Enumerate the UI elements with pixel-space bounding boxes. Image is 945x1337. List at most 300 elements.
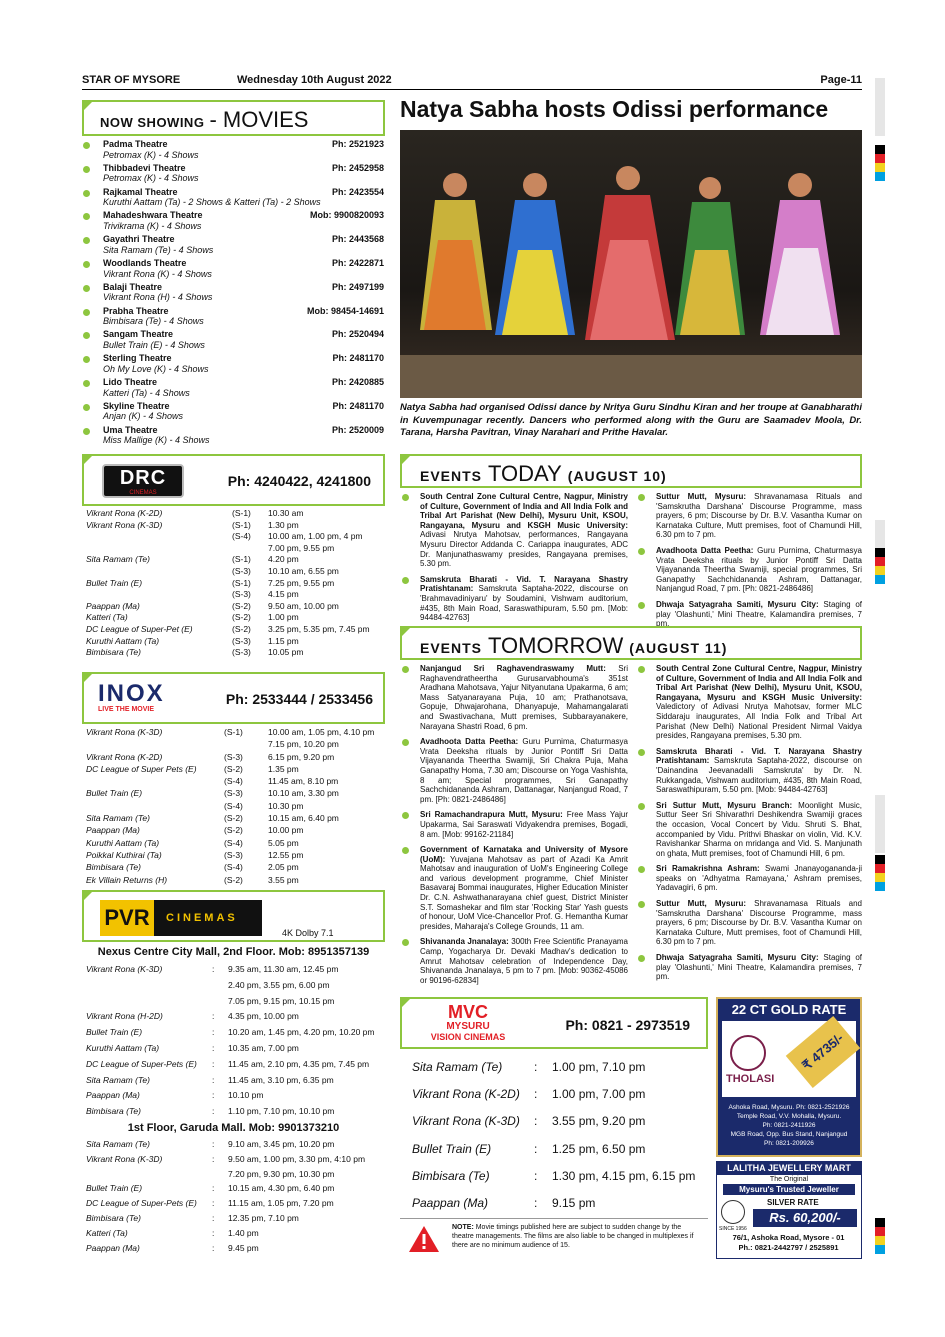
garuda-showtimes [86,1137,384,1255]
theatre-phone: Ph: 2443568 [331,234,384,245]
film-title: Sita Ramam (Te) [86,554,150,565]
drc-showtimes [86,508,384,659]
drc-logo: DRC CINEMAS [102,464,184,498]
events-label: EVENTS [420,640,483,656]
showtime-row [86,601,384,613]
showtime-row [86,800,384,812]
theatre-name: Balaji Theatre [103,281,163,292]
theatre-phone: Ph: 2420885 [331,376,384,387]
showtime-row [412,1108,708,1135]
bullet-icon [638,494,645,501]
film-title: Bullet Train (E) [86,1027,143,1038]
timings-note [400,1218,708,1258]
showtime-row [86,1041,384,1057]
film-title: Sita Ramam (Te) [412,1060,503,1074]
event-organizer: South Central Zone Cultural Centre, Nagpur, Ministry of Culture, Government of India and All India Folk and Tribal Art Parishat (New Delhi), Mysuru Unit, KSOU, Rangayana, Mysuru and KSGH Music University: [420,492,628,530]
film-title: Sita Ramam (Te) [86,1139,150,1149]
screen: (S-3) [232,635,251,646]
screen: (S-1) [232,554,251,565]
theatre-phone: Ph: 2422871 [331,257,384,268]
inox-header [82,672,385,724]
film-title: Poikkal Kuthirai (Ta) [86,849,162,860]
theatre-name: Padma Theatre [103,139,168,149]
theatre-item [83,163,384,187]
event-details: Yuvajana Mahotsav as part of Azadi Ka Amrit Mahotsav and inauguration of UoM's Engineering College and various development programme, Chief Minister Basavaraj Bommai inaugurates, Higher Education Minister Dr. C.N. Ashwathanarayana chief guest, District Minister S.T. Somashekar and film star 'Rocking Star' Yash guests of honour, UoM Vice-Chancellor Prof. G. Hemantha Kumar presides, Maharaja's College Grounds, 11 am. [420,854,628,931]
screen: (S-2) [224,825,243,836]
film-title: Vikrant Rona (K-2D) [86,751,163,762]
screen: (S-3) [224,788,243,799]
showtimes: 10.05 pm [268,647,304,658]
bullet-icon [638,666,645,673]
paper-name: STAR OF MYSORE [82,74,181,86]
theatre-item [83,401,384,425]
showtimes: 1.40 pm [228,1227,259,1238]
screen: (S-4) [224,800,243,811]
showtime-row [86,1211,384,1226]
pvr-tag: 4K Dolby 7.1 [282,928,334,938]
showtimes: 3.55 pm, 9.20 pm [552,1114,646,1129]
film-title [86,738,224,750]
showtime-row [86,1088,384,1104]
showtime-row [86,812,384,824]
film-title [86,775,224,787]
page-header [82,72,862,90]
theatre-item [83,210,384,234]
dancer-3 [585,166,675,340]
showtimes: 7.15 pm, 10.20 pm [268,739,339,750]
showtimes: 11.15 am, 1.05 pm, 7.20 pm [228,1198,334,1209]
theatre-films: Bullet Train (E) - 4 Shows [103,339,205,350]
silver-original: The Original [769,1176,809,1183]
theatre-phone: Ph: 2481170 [332,353,384,364]
event-organizer: Dhwaja Satyagraha Samiti, Mysuru City: [656,599,819,609]
inox-phone: Ph: 2533444 / 2533456 [225,691,373,707]
event-item [636,864,862,893]
tomorrow-label: TOMORROW [488,633,624,658]
screen: (S-3) [232,647,251,658]
showtimes: 10.30 pm [268,800,304,811]
event-item [636,801,862,859]
showtimes: 4.20 pm [268,554,299,565]
film-title: Vikrant Rona (K-3D) [86,1153,163,1164]
theatre-films: Vikrant Rona (K) - 4 Shows [103,268,212,279]
showtime-row [86,1167,384,1182]
silver-rate-title: SILVER RATE [767,1198,819,1207]
theatre-item [83,187,384,211]
showtime-row [86,738,384,750]
showtimes: 9.35 am, 11.30 am, 12.45 pm [228,964,339,974]
event-item [400,737,628,804]
film-title: Kuruthi Aattam (Ta) [86,1042,160,1053]
event-organizer: Suttur Mutt, Mysuru: [656,492,747,501]
theatre-name: Woodlands Theatre [103,257,187,268]
issue-date: Wednesday 10th August 2022 [237,74,392,86]
theatre-phone: Ph: 2423554 [331,186,384,197]
theatre-films: Anjan (K) - 4 Shows [103,411,184,422]
showtimes: 9.10 am, 3.45 pm, 10.20 pm [228,1139,335,1149]
silver-address: 76/1, Ashoka Road, Mysore - 01 [732,1233,845,1242]
screen: (S-3) [224,849,243,860]
color-bar [875,145,885,181]
showtimes: 10.15 am, 6.40 pm [268,813,339,824]
screen: : [212,1011,215,1022]
theatre-phone: Ph: 2452958 [331,162,384,173]
gold-addr-1: Ashoka Road, Mysuru. Ph: 0821-2521926 [728,1104,850,1111]
film-title [86,978,212,994]
screen: (S-2) [224,874,243,885]
events-label: EVENTS [420,468,483,484]
event-details: Shravanamasa Rituals and 'Samskrutha Darshana' Discourse Programme, mass prayers, 6 pm; Discourse by Dr. B.V. Vasantha Kumar on Karnataka Culture, Mutt premises, foot of Chamundi Hill, 6.30 pm to 7 pm. [656,492,862,540]
screen: : [212,1106,215,1117]
screen [224,738,268,750]
theatre-name: Skyline Theatre [103,400,170,411]
showtime-row [86,578,384,590]
film-title: Bullet Train (E) [86,788,143,799]
showtimes: 7.20 pm, 9.30 pm, 10.30 pm [228,1168,335,1179]
dancer-1 [420,173,492,330]
story-headline: Natya Sabha hosts Odissi performance [400,96,829,122]
film-title [86,543,232,555]
showtime-row [86,531,384,543]
theatre-films: Miss Mallige (K) - 4 Shows [103,435,210,446]
screen: : [212,1139,215,1149]
bullet-icon [83,309,90,316]
silver-emblem-icon [721,1200,745,1224]
theatre-item [83,234,384,258]
showtime-row [86,978,384,994]
note-label: NOTE: [452,1224,474,1231]
event-details: Samskruta Saptaha-2022, discourse on 'Brahmavadiniyaru' by Soudamini, Vishwam auditorium, #435, 8th Main Road, Saraswathipuram, 5.50 pm. [Mob: 94484-42763] [420,584,628,623]
color-bar [875,548,885,584]
event-organizer: Nanjangud Sri Raghavendraswamy Mutt: [420,664,606,673]
event-organizer: Avadhoota Datta Peetha: [420,737,519,747]
showtimes: 1.15 pm [268,635,299,646]
now-showing-header [82,100,385,136]
film-title [86,800,224,812]
film-title: Ek Villain Returns (H) [86,874,168,885]
theatre-phone: Ph: 2481170 [332,400,384,411]
showtimes: 10.15 am, 4.30 pm, 6.40 pm [228,1183,335,1194]
event-item [636,899,862,947]
theatre-films: Bimbisara (Te) - 4 Shows [103,316,204,327]
screen: : [534,1087,538,1102]
screen: : [534,1114,538,1129]
showtimes: 7.05 pm, 9.15 pm, 10.15 pm [228,995,335,1006]
showtime-row [86,787,384,799]
film-title [86,1167,212,1182]
theatre-films: Petromax (K) - 4 Shows [103,173,199,184]
gold-title: 22 CT GOLD RATE [731,1002,847,1017]
theatre-phone: Ph: 2521923 [331,139,384,149]
film-title [86,566,232,578]
screen: (S-2) [232,612,251,623]
showtimes: 12.55 pm [268,849,304,860]
theatre-name: Rajkamal Theatre [103,186,178,197]
showtimes: 3.25 pm, 5.35 pm, 7.45 pm [268,623,370,634]
event-details: Adivasi Nrutya Mahotsav, performances, Rangayana Mysuru Director Addanda C. Cariappa inaugurates, ADC Dr. Manjunathaswamy presides, Rangayana premises, 5.30 pm. [420,530,628,569]
screen: : [212,1058,215,1069]
screen: (S-2) [232,600,251,611]
screen: : [534,1060,538,1074]
movies-label: - MOVIES [209,107,309,132]
screen: : [534,1168,538,1183]
screen: (S-4) [224,862,243,873]
theatre-item [83,329,384,353]
film-title: Bimbisara (Te) [412,1168,490,1183]
event-item [400,845,628,931]
film-title: Sita Ramam (Te) [86,813,150,824]
gold-rate-ad [716,997,862,1157]
event-item [400,810,628,839]
event-item [400,575,628,623]
event-item [636,546,862,594]
theatre-phone: Ph: 2520494 [331,329,384,340]
dancer-2 [495,173,575,335]
event-item [636,747,862,795]
bullet-icon [402,666,409,673]
gold-addr-2: Temple Road, V.V. Mohalla, Mysuru. [736,1113,842,1120]
showtime-row [86,874,384,886]
screen: : [212,1242,215,1253]
screen: (S-1) [232,519,251,530]
film-title: Paappan (Ma) [86,600,140,611]
event-organizer: Shivananda Jnanalaya: [420,937,509,947]
showtime-row [86,1057,384,1073]
film-title: Paappan (Ma) [86,1090,140,1101]
theatre-films: Trivikrama (K) - 4 Shows [103,220,202,231]
screen [212,1167,228,1182]
bullet-icon [638,749,645,756]
film-title [86,994,212,1010]
film-title: DC League of Super-Pets (E) [86,1198,197,1209]
theatre-item [83,353,384,377]
mvc-showtimes [412,1054,708,1217]
theatre-name: Sangam Theatre [103,329,174,340]
bullet-icon [638,548,645,555]
events-today-left [400,492,628,629]
photo-caption: Natya Sabha had organised Odissi dance by Nritya Guru Sindhu Kiran and her troupe at Ganabharathi in Kuvempunagar recently. Dancers who performed along with the Guru are Saamadev Moola, Dr. Tarana, Harsha Pavitran, Vinay Narahari and Prithe Havalar. [400,402,862,438]
bullet-icon [83,332,90,339]
theatre-name: Prabha Theatre [103,305,169,316]
showtime-row [412,1081,708,1108]
inox-showtimes [86,726,384,886]
event-item [636,953,862,982]
bullet-icon [402,939,409,946]
film-title: Bimbisara (Te) [86,1212,141,1223]
theatre-item [83,306,384,330]
nexus-title: Nexus Centre City Mall, 2nd Floor. Mob: 8951357139 [97,946,370,958]
bullet-icon [402,577,409,584]
showtimes: 7.00 pm, 9.55 pm [268,542,335,553]
showtimes: 7.25 pm, 9.55 pm [268,577,335,588]
drc-phone: Ph: 4240422, 4241800 [227,473,371,489]
screen: : [212,1042,215,1053]
showtimes: 1.10 pm, 7.10 pm, 10.10 pm [228,1106,335,1117]
event-item [400,937,628,985]
screen [212,978,228,994]
film-title [86,589,232,601]
film-title: DC League of Super-Pets (E) [86,1058,197,1069]
showtime-row [86,994,384,1010]
showtimes: 4.35 pm, 10.00 pm [228,1011,299,1022]
screen: : [212,1198,215,1209]
film-title: Bullet Train (E) [86,1183,143,1194]
events-today-header [400,454,862,488]
bullet-icon [402,812,409,819]
film-title: Sita Ramam (Te) [86,1074,150,1085]
screen [212,994,228,1010]
showtime-row [86,861,384,873]
showtimes: 2.40 pm, 3.55 pm, 6.00 pm [228,979,330,990]
event-details: Guru Purnima, Chaturmasya Vrata Deeksha rituals by Junior Pontiff Sri Datta Vijayananda Theertha Swamiji, Sri Chakra Puja, Maha Ganapathy Homa, 7.30 am; Discourse on Yoga Vashishta, 8 am; Special programmes, Sri Ganapathy Sachchidananda Ashram, Dattanagar, Nanjangud Road, 7 pm. [Ph: 0821-2486486] [420,737,628,804]
showtime-row [86,1152,384,1167]
theatre-name: Gayathri Theatre [103,234,175,245]
gold-brand: THOLASI [726,1073,775,1085]
theatre-phone: Mob: 9900820093 [309,210,384,221]
gold-addr-3: Ph: 0821-2411926 [762,1122,816,1129]
showtime-row [86,751,384,763]
silver-shop-name: LALITHA JEWELLERY MART [717,1162,861,1175]
screen: (S-3) [232,565,251,576]
showtimes: 9.45 pm [228,1242,259,1253]
theatre-item [83,139,384,163]
film-title: Bimbisara (Te) [86,647,141,658]
mvc-phone: Ph: 0821 - 2973519 [565,1017,690,1033]
showtimes: 11.45 am, 8.10 pm [268,776,339,787]
page-number: Page-11 [820,74,862,86]
theatre-phone: Ph: 2520009 [331,424,384,435]
today-label: TODAY [488,461,562,486]
showtimes: 1.00 pm, 7.00 pm [552,1087,646,1102]
showtimes: 5.05 pm [268,837,299,848]
bullet-icon [83,190,90,197]
bullet-icon [83,380,90,387]
events-tomorrow-right [636,664,862,988]
screen: (S-2) [224,763,243,774]
film-title: Vikrant Rona (K-3D) [412,1114,520,1129]
showtime-row [86,589,384,601]
color-bar [875,855,885,891]
pvr-logo: PVR CINEMAS [100,900,262,936]
events-tomorrow-header [400,626,862,660]
bullet-icon [83,166,90,173]
event-organizer: Avadhoota Datta Peetha: [656,545,754,555]
gold-price: ₹ 4735/- [786,1016,860,1088]
event-organizer: Samskruta Bharati - Vid. T. Narayana Shastry Pratishtanam: [420,574,628,594]
film-title: Bullet Train (E) [86,577,143,588]
film-title: DC League of Super Pets (E) [86,763,197,774]
theatre-phone: Ph: 2497199 [331,281,384,292]
silver-tagline: Mysuru's Trusted Jeweller [723,1184,855,1195]
event-details: Staging of play 'Olashunti,' Mini Theatre, Kalamandira premises, 7 pm. [656,953,862,982]
showtimes: 2.05 pm [268,862,299,873]
showtime-row [86,726,384,738]
showtime-row [412,1190,708,1217]
screen: : [212,1074,215,1085]
film-title: Vikrant Rona (K-3D) [86,727,163,737]
screen: : [212,1027,215,1038]
showtime-row [86,1009,384,1025]
showtimes: 1.30 pm [268,519,299,530]
event-organizer: Samskruta Bharati - Vid. T. Narayana Shastry Pratishtanam: [656,746,862,766]
showtimes: 10.30 am [268,508,304,518]
color-bar [875,1218,885,1254]
note-text: Movie timings published here are subject to sudden change by the theatre managements. The films are also liable to be changed in multiplexes if there are no minimum audience of 15. [452,1224,694,1249]
inox-logo: INOX LIVE THE MOVIE [98,680,165,713]
screen: (S-3) [224,751,243,762]
showtimes: 10.00 pm [268,825,304,836]
showtime-row [86,636,384,648]
theatre-name: Uma Theatre [103,424,158,435]
screen [232,543,268,555]
showtimes: 1.00 pm, 7.10 pm [552,1060,646,1074]
dancer-4 [675,177,745,335]
film-title: Paappan (Ma) [412,1195,489,1210]
screen: (S-4) [224,776,243,787]
showtime-row [86,849,384,861]
tholasi-emblem-icon [730,1035,766,1071]
theatre-name: Thibbadevi Theatre [103,162,186,173]
bullet-icon [83,356,90,363]
showtimes: 10.10 am, 6.55 pm [268,565,339,576]
event-details: 300th Free Scientific Pranayama Camp, Yogacharya Dr. Devaki Madhav's dedication to Amrut Mahotsav celebration of Independence Day, Shivananda Jnanalaya, 5 pm to 7 pm. [Mob: 90362-45086 or 90196-62834] [420,937,629,985]
gold-addr-5: Ph: 0821-209926 [764,1140,814,1147]
event-details: Guru Purnima, Chaturmasya Vrata Deeksha rituals by Junior Pontiff Sri Datta Vijayananda Theertha Swamiji, special programmes, Sri Ganapathy Sachchidananda Ashram, Dattanagar, Nanjangud Road, 7 pm. [Ph: 0821-2486486] [656,545,862,594]
showtime-row [86,566,384,578]
film-title: Kuruthi Aattam (Ta) [86,837,160,848]
pvr-header [82,890,385,942]
film-title: Katteri (Ta) [86,612,128,623]
theatre-films: Petromax (K) - 4 Shows [103,149,199,160]
events-tomorrow-left [400,664,628,991]
bullet-icon [638,901,645,908]
showtime-row [86,508,384,520]
screen: (S-2) [232,623,251,634]
screen: (S-1) [224,727,243,737]
bullet-icon [638,803,645,810]
bullet-icon [402,847,409,854]
showtimes: 9.50 am, 1.00 pm, 3.30 pm, 4:10 pm [228,1153,366,1164]
screen: (S-4) [224,837,243,848]
gold-addr-4: MGB Road, Opp. Bus Stand, Nanjangud [730,1131,848,1138]
theatre-item [83,377,384,401]
showtimes: 10.10 pm [228,1090,264,1101]
screen: : [212,1153,215,1164]
event-details: Samskruta Saptaha-2022, discourse on 'Dainandina Jeevanadalli Samskruta' by Dr. N. Rukkangada, Vishwam auditorium, #435, 8th Main Road, Saraswathipuram, 5.50 pm. [Mob: 94484-42763] [656,756,862,795]
margin-stripe [875,795,885,853]
showtime-row [86,520,384,532]
theatre-films: Kuruthi Aattam (Ta) - 2 Shows & Katteri (Ta) - 2 Shows [103,197,321,208]
margin-stripe [875,78,885,136]
showtime-row [86,1137,384,1152]
theatre-films: Katteri (Ta) - 4 Shows [103,387,190,398]
film-title: Bullet Train (E) [412,1141,492,1156]
showtime-row [86,612,384,624]
warning-icon [408,1225,440,1253]
event-details: Valedictory of Adivasi Nrutya Mahotsav, former MLC Siddaraju inaugurates, All India Folk and Tribal Art Parishat (New Delhi) National President Nirmal Vaidya presides, Rangayana premises, 5.30 pm. [656,702,862,741]
showtimes: 1.25 pm, 6.50 pm [552,1141,646,1156]
theatre-films: Vikrant Rona (H) - 4 Shows [103,292,213,303]
events-today-right [636,492,862,635]
film-title: Vikrant Rona (K-3D) [86,519,163,530]
film-title [86,531,232,543]
theatre-item [83,258,384,282]
dance-photo [400,130,862,398]
screen: (S-1) [232,577,251,588]
theatre-phone: Mob: 98454-14691 [306,305,384,316]
silver-phone: Ph.: 0821-2442797 / 2525891 [738,1243,839,1252]
showtime-row [86,837,384,849]
